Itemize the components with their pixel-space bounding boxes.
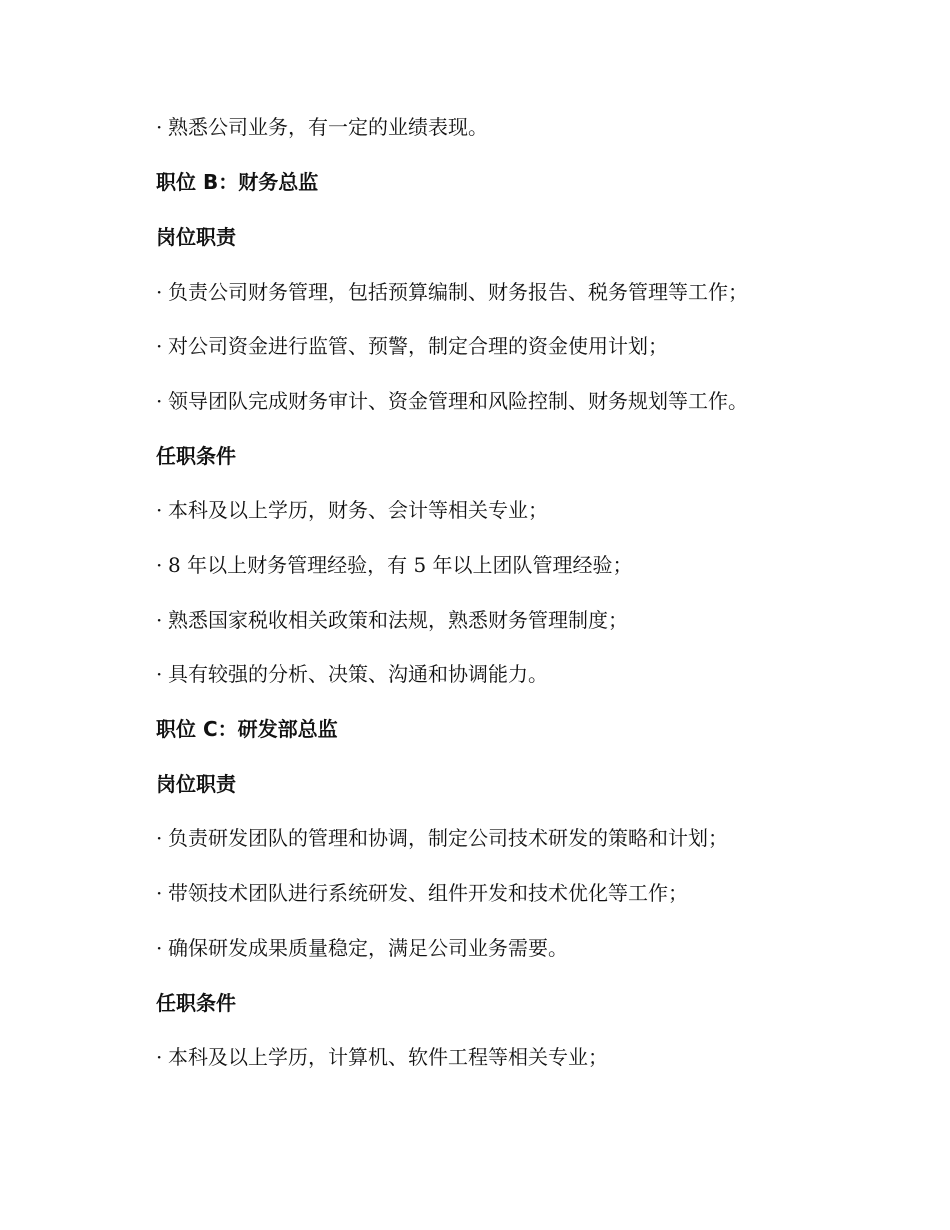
bullet-text: 8 年以上财务管理经验，有 5 年以上团队管理经验； (168, 553, 633, 577)
bullet-item (156, 879, 688, 907)
bullet-text: 负责公司财务管理，包括预算编制、财务报告、税务管理等工作； (168, 280, 748, 304)
bullet-item (156, 824, 728, 852)
bullet-text: 领导团队完成财务审计、资金管理和风险控制、财务规划等工作。 (168, 389, 748, 413)
bullet-mark: · (156, 826, 163, 850)
bullet-item (156, 606, 628, 634)
bullet-mark: · (156, 936, 163, 960)
bullet-mark: · (156, 280, 163, 304)
bullet-text: 具有较强的分析、决策、沟通和协调能力。 (168, 662, 548, 686)
bullet-mark: · (156, 662, 163, 686)
section-heading: 任职条件 (156, 991, 236, 1015)
bullet-item (156, 278, 748, 306)
bullet-mark: · (156, 1045, 163, 1069)
bullet-text: 熟悉公司业务，有一定的业绩表现。 (168, 115, 488, 139)
section-heading: 岗位职责 (156, 225, 236, 249)
bullet-mark: · (156, 115, 163, 139)
section-heading: 任职条件 (156, 444, 236, 468)
bullet-item (156, 660, 548, 688)
bullet-item (156, 934, 568, 962)
bullet-text: 负责研发团队的管理和协调，制定公司技术研发的策略和计划； (168, 826, 728, 850)
bullet-item (156, 496, 548, 524)
bullet-item (156, 1043, 608, 1071)
bullet-text: 确保研发成果质量稳定，满足公司业务需要。 (168, 936, 568, 960)
bullet-item (156, 332, 668, 360)
bullet-text: 熟悉国家税收相关政策和法规，熟悉财务管理制度； (168, 608, 628, 632)
bullet-mark: · (156, 389, 163, 413)
bullet-item (156, 387, 748, 415)
bullet-item (156, 551, 633, 579)
position-heading: 职位 B：财务总监 (156, 170, 319, 194)
bullet-item (156, 113, 488, 141)
position-heading: 职位 C：研发部总监 (156, 717, 338, 741)
bullet-mark: · (156, 498, 163, 522)
bullet-mark: · (156, 881, 163, 905)
bullet-text: 本科及以上学历，财务、会计等相关专业； (168, 498, 548, 522)
section-heading: 岗位职责 (156, 772, 236, 796)
bullet-text: 本科及以上学历，计算机、软件工程等相关专业； (168, 1045, 608, 1069)
bullet-text: 带领技术团队进行系统研发、组件开发和技术优化等工作； (168, 881, 688, 905)
bullet-mark: · (156, 553, 163, 577)
bullet-mark: · (156, 608, 163, 632)
bullet-text: 对公司资金进行监管、预警，制定合理的资金使用计划； (168, 334, 668, 358)
bullet-mark: · (156, 334, 163, 358)
